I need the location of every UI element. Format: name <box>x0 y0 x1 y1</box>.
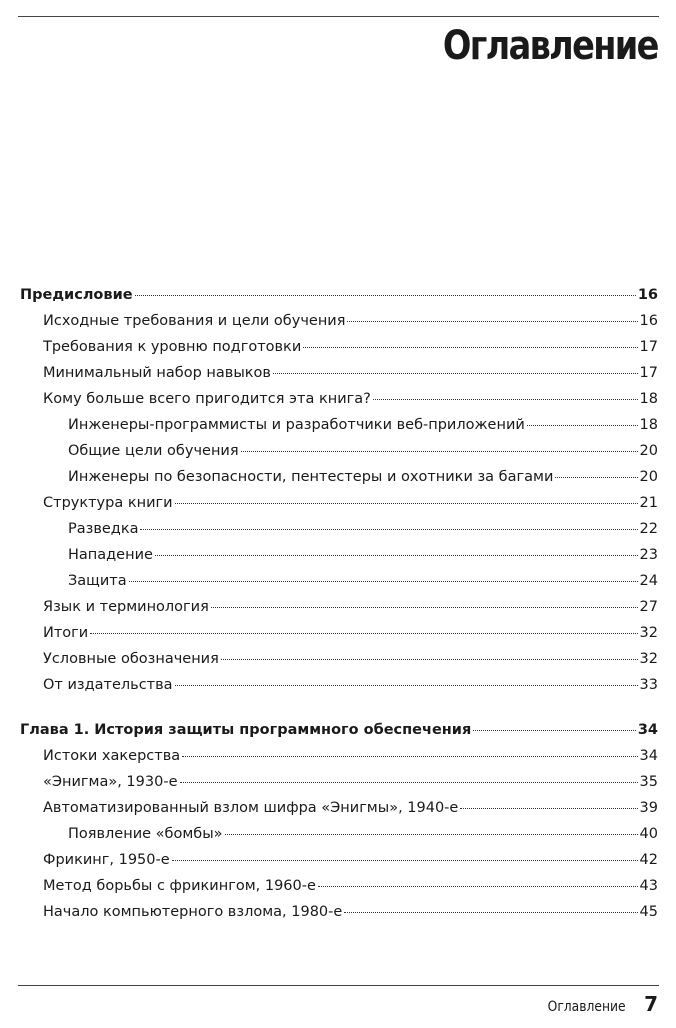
toc-dot-leader <box>175 685 638 686</box>
toc-entry-title: Защита <box>68 573 127 589</box>
toc-entry-page: 39 <box>639 800 658 816</box>
toc-dot-leader <box>241 451 638 452</box>
toc-entry-page: 16 <box>637 287 658 303</box>
toc-entry-page: 43 <box>639 878 658 894</box>
toc-section-entry[interactable] <box>20 821 658 847</box>
toc-entry-page: 33 <box>639 677 658 693</box>
toc-entry-page: 17 <box>639 365 658 381</box>
toc-section-entry[interactable] <box>20 386 658 412</box>
toc-section-entry[interactable] <box>20 334 658 360</box>
bottom-rule <box>18 985 659 986</box>
toc-entry-title: От издательства <box>43 677 173 693</box>
toc-dot-leader <box>180 782 638 783</box>
toc-section-entry[interactable] <box>20 568 658 594</box>
toc-entry-page: 34 <box>637 722 658 738</box>
toc-chapter-entry[interactable] <box>20 717 658 743</box>
toc-dot-leader <box>555 477 637 478</box>
toc-section-entry[interactable] <box>20 847 658 873</box>
toc-entry-page: 32 <box>639 625 658 641</box>
page-footer <box>537 992 658 1016</box>
toc-entry-page: 22 <box>639 521 658 537</box>
toc-dot-leader <box>129 581 638 582</box>
page-title: Оглавление <box>443 23 658 69</box>
footer-section-label: Оглавление <box>548 999 627 1015</box>
toc-entry-title: Условные обозначения <box>43 651 219 667</box>
toc-chapter-entry[interactable] <box>20 282 658 308</box>
toc-section-entry[interactable] <box>20 308 658 334</box>
toc-entry-title: Язык и терминология <box>43 599 209 615</box>
toc-entry-title: Нападение <box>68 547 153 563</box>
toc-entry-page: 32 <box>639 651 658 667</box>
toc-section-entry[interactable] <box>20 672 658 698</box>
toc-entry-title: Исходные требования и цели обучения <box>43 313 346 329</box>
toc-entry-page: 23 <box>639 547 658 563</box>
toc-section-entry[interactable] <box>20 743 658 769</box>
toc-entry-title: Глава 1. История защиты программного обеспечения <box>20 722 472 738</box>
toc-entry-page: 20 <box>639 443 658 459</box>
toc-section-entry[interactable] <box>20 490 658 516</box>
toc-dot-leader <box>344 912 637 913</box>
toc-entry-page: 16 <box>639 313 658 329</box>
toc-dot-leader <box>273 373 638 374</box>
toc-section-entry[interactable] <box>20 594 658 620</box>
toc-section-entry[interactable] <box>20 899 658 925</box>
toc-section-entry[interactable] <box>20 516 658 542</box>
toc-entry-title: Инженеры-программисты и разработчики веб-приложений <box>68 417 525 433</box>
toc-dot-leader <box>318 886 638 887</box>
toc-entry-title: Предисловие <box>20 287 133 303</box>
toc-dot-leader <box>373 399 638 400</box>
toc-dot-leader <box>460 808 637 809</box>
toc-entry-title: Кому больше всего пригодится эта книга? <box>43 391 371 407</box>
toc-dot-leader <box>527 425 638 426</box>
footer-page-number: 7 <box>644 992 658 1016</box>
toc-entry-page: 34 <box>639 748 658 764</box>
toc-entry-page: 18 <box>639 417 658 433</box>
toc-section-entry[interactable] <box>20 360 658 386</box>
toc-section-entry[interactable] <box>20 646 658 672</box>
toc-dot-leader <box>135 295 636 296</box>
toc-section-entry[interactable] <box>20 769 658 795</box>
toc-entry-title: Итоги <box>43 625 89 641</box>
toc-dot-leader <box>140 529 637 530</box>
toc-section-entry[interactable] <box>20 464 658 490</box>
toc-dot-leader <box>303 347 637 348</box>
toc-entry-page: 45 <box>639 904 658 920</box>
toc-entry-title: Метод борьбы с фрикингом, 1960-е <box>43 878 316 894</box>
toc-entry-title: «Энигма», 1930-е <box>43 774 178 790</box>
toc-entry-page: 20 <box>639 469 658 485</box>
toc-dot-leader <box>182 756 637 757</box>
toc-entry-title: Общие цели обучения <box>68 443 239 459</box>
toc-entry-title: Начало компьютерного взлома, 1980-е <box>43 904 343 920</box>
toc-section-entry[interactable] <box>20 795 658 821</box>
table-of-contents <box>20 282 658 925</box>
toc-entry-title: Истоки хакерства <box>43 748 181 764</box>
toc-entry-page: 17 <box>639 339 658 355</box>
toc-dot-leader <box>172 860 638 861</box>
toc-dot-leader <box>90 633 637 634</box>
toc-entry-page: 42 <box>639 852 658 868</box>
toc-entry-page: 27 <box>639 599 658 615</box>
toc-section-entry[interactable] <box>20 873 658 899</box>
toc-entry-page: 35 <box>639 774 658 790</box>
toc-entry-page: 21 <box>639 495 658 511</box>
toc-section-entry[interactable] <box>20 438 658 464</box>
toc-entry-title: Структура книги <box>43 495 173 511</box>
toc-dot-leader <box>473 730 636 731</box>
toc-entry-title: Появление «бомбы» <box>68 826 223 842</box>
toc-dot-leader <box>347 321 637 322</box>
toc-dot-leader <box>211 607 638 608</box>
toc-section-entry[interactable] <box>20 412 658 438</box>
toc-entry-title: Инженеры по безопасности, пентестеры и охотники за багами <box>68 469 554 485</box>
toc-entry-page: 40 <box>639 826 658 842</box>
toc-entry-title: Минимальный набор навыков <box>43 365 271 381</box>
toc-entry-title: Разведка <box>68 521 139 537</box>
toc-entry-title: Требования к уровню подготовки <box>43 339 302 355</box>
toc-entry-title: Автоматизированный взлом шифра «Энигмы», 1940-е <box>43 800 459 816</box>
toc-entry-title: Фрикинг, 1950-е <box>43 852 170 868</box>
toc-entry-page: 24 <box>639 573 658 589</box>
toc-section-entry[interactable] <box>20 542 658 568</box>
top-rule <box>18 16 659 17</box>
toc-dot-leader <box>221 659 638 660</box>
toc-entry-page: 18 <box>639 391 658 407</box>
toc-dot-leader <box>175 503 638 504</box>
toc-dot-leader <box>155 555 638 556</box>
toc-dot-leader <box>225 834 638 835</box>
toc-section-entry[interactable] <box>20 620 658 646</box>
